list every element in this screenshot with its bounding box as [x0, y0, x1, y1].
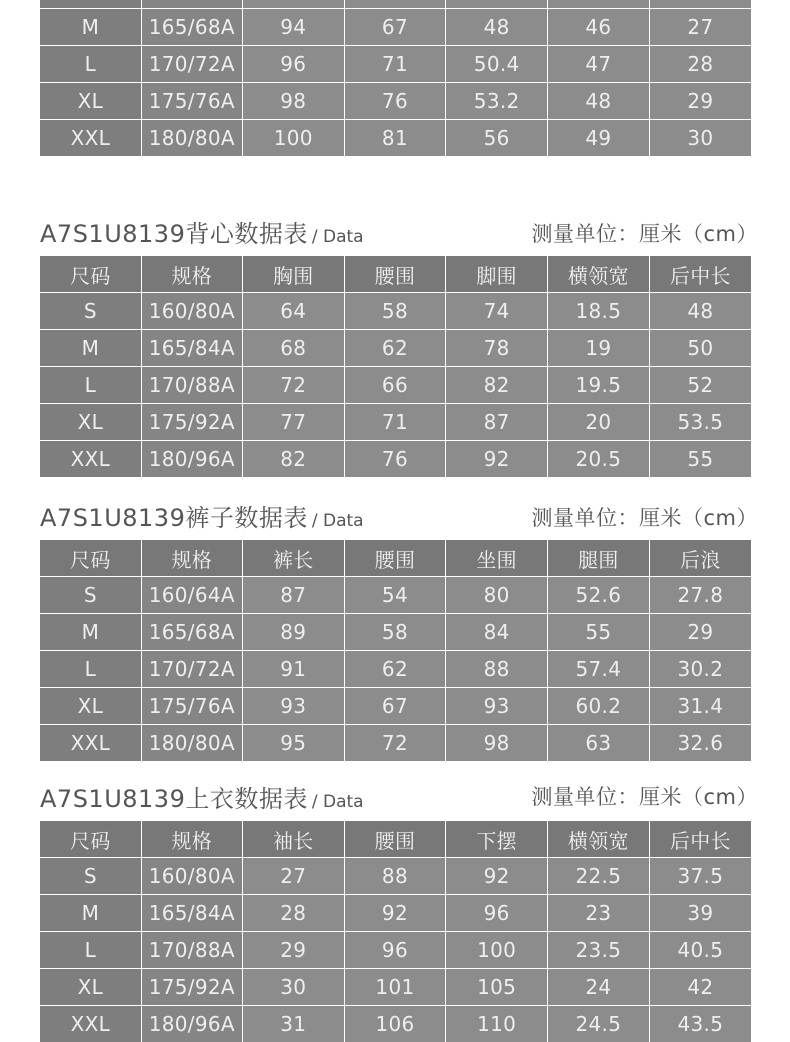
value-cell: 87	[242, 577, 344, 614]
column-header: 后中长	[649, 256, 751, 293]
value-cell: 80	[446, 577, 548, 614]
size-cell: XXL	[40, 725, 141, 762]
value-cell: 95	[242, 725, 344, 762]
table-row	[40, 725, 751, 762]
column-header: 规格	[141, 256, 242, 293]
value-cell: 100	[446, 932, 548, 969]
table-row	[40, 932, 751, 969]
spec-cell: 175/76A	[141, 688, 242, 725]
value-cell: 96	[446, 895, 548, 932]
table-row	[40, 441, 751, 478]
value-cell: 20.5	[548, 441, 650, 478]
value-cell: 20	[548, 404, 650, 441]
pants-title-text: A7S1U8139裤子数据表	[40, 504, 308, 532]
shirt-table-title	[40, 779, 364, 813]
size-cell: L	[40, 46, 141, 83]
spec-cell: 165/84A	[141, 895, 242, 932]
top-table-partial	[40, 0, 751, 156]
column-header: 横领宽	[548, 256, 650, 293]
spec-cell: 160/80A	[141, 858, 242, 895]
column-header: 脚围	[446, 256, 548, 293]
pants-subtitle: / Data	[312, 511, 364, 531]
value-cell: 77	[242, 404, 344, 441]
shirt-title-text: A7S1U8139上衣数据表	[40, 785, 308, 813]
column-header: 规格	[141, 540, 242, 577]
table-row	[40, 651, 751, 688]
column-header: 尺码	[40, 256, 141, 293]
spec-cell: 170/88A	[141, 367, 242, 404]
value-cell: 110	[446, 1006, 548, 1042]
value-cell: 66	[344, 367, 446, 404]
size-cell: XXL	[40, 1006, 141, 1042]
value-cell: 52	[649, 367, 751, 404]
size-cell: M	[40, 614, 141, 651]
size-cell: M	[40, 895, 141, 932]
value-cell: 50	[649, 330, 751, 367]
pants-unit-label: 测量单位：厘米（cm）	[531, 502, 758, 532]
column-header: 坐围	[446, 540, 548, 577]
size-cell: M	[40, 330, 141, 367]
value-cell: 31.4	[649, 688, 751, 725]
value-cell: 58	[344, 614, 446, 651]
shirt-unit-label: 测量单位：厘米（cm）	[531, 781, 758, 811]
column-header: 腿围	[548, 540, 650, 577]
spec-cell: 170/72A	[141, 46, 242, 83]
value-cell: 72	[344, 725, 446, 762]
value-cell: 98	[242, 83, 344, 120]
column-header: 袖长	[242, 821, 344, 858]
value-cell: 81	[344, 120, 446, 157]
table-row	[40, 83, 751, 120]
value-cell: 49	[548, 120, 650, 157]
column-header: 后浪	[649, 540, 751, 577]
spec-cell: 160/80A	[141, 293, 242, 330]
spec-cell: 165/68A	[141, 9, 242, 46]
value-cell: 82	[446, 367, 548, 404]
value-cell: 24.5	[548, 1006, 650, 1042]
value-cell: 68	[242, 330, 344, 367]
value-cell: 76	[344, 83, 446, 120]
value-cell: 28	[242, 895, 344, 932]
spec-cell: 160/64A	[141, 577, 242, 614]
size-cell: L	[40, 367, 141, 404]
size-cell: XXL	[40, 120, 141, 157]
value-cell: 31	[242, 1006, 344, 1042]
table-row	[40, 46, 751, 83]
table-row	[40, 577, 751, 614]
shirt-size-table	[40, 821, 751, 1042]
column-header: 下摆	[446, 821, 548, 858]
value-cell: 89	[242, 614, 344, 651]
pants-table-title	[40, 498, 364, 532]
spec-cell: 180/80A	[141, 120, 242, 157]
value-cell: 93	[242, 688, 344, 725]
value-cell: 22.5	[548, 858, 650, 895]
value-cell: 100	[242, 120, 344, 157]
table-row	[40, 688, 751, 725]
value-cell: 30.2	[649, 651, 751, 688]
value-cell: 53.5	[649, 404, 751, 441]
value-cell: 29	[649, 83, 751, 120]
value-cell: 92	[344, 895, 446, 932]
value-cell: 74	[446, 293, 548, 330]
value-cell: 96	[242, 46, 344, 83]
value-cell: 27	[242, 858, 344, 895]
value-cell: 18.5	[548, 293, 650, 330]
value-cell: 88	[344, 858, 446, 895]
value-cell: 40.5	[649, 932, 751, 969]
value-cell: 71	[344, 404, 446, 441]
size-cell: S	[40, 293, 141, 330]
vest-table-title	[40, 214, 364, 248]
pants-size-table	[40, 540, 751, 761]
value-cell: 60.2	[548, 688, 650, 725]
value-cell: 54	[344, 577, 446, 614]
spec-cell: 175/76A	[141, 83, 242, 120]
table-row	[40, 330, 751, 367]
value-cell: 19	[548, 330, 650, 367]
value-cell: 87	[446, 404, 548, 441]
value-cell: 23.5	[548, 932, 650, 969]
size-cell: S	[40, 858, 141, 895]
value-cell: 48	[649, 293, 751, 330]
column-header: 尺码	[40, 821, 141, 858]
value-cell: 98	[446, 725, 548, 762]
size-cell: XL	[40, 688, 141, 725]
header-row	[40, 256, 751, 293]
value-cell: 24	[548, 969, 650, 1006]
value-cell: 42	[649, 969, 751, 1006]
value-cell: 48	[548, 83, 650, 120]
value-cell: 92	[446, 858, 548, 895]
value-cell: 91	[242, 651, 344, 688]
value-cell: 96	[344, 932, 446, 969]
column-header: 胸围	[242, 256, 344, 293]
value-cell: 76	[344, 441, 446, 478]
column-header: 腰围	[344, 256, 446, 293]
table-row	[40, 614, 751, 651]
vest-unit-label: 测量单位：厘米（cm）	[531, 218, 758, 248]
table-row	[40, 120, 751, 157]
value-cell: 32.6	[649, 725, 751, 762]
value-cell: 43.5	[649, 1006, 751, 1042]
table-row	[40, 404, 751, 441]
value-cell: 57.4	[548, 651, 650, 688]
spec-cell: 180/96A	[141, 441, 242, 478]
column-header: 规格	[141, 821, 242, 858]
value-cell: 29	[649, 614, 751, 651]
value-cell: 106	[344, 1006, 446, 1042]
value-cell: 23	[548, 895, 650, 932]
spec-cell: 175/92A	[141, 969, 242, 1006]
size-cell: L	[40, 651, 141, 688]
value-cell: 47	[548, 46, 650, 83]
value-cell: 46	[548, 9, 650, 46]
spec-cell: 180/80A	[141, 725, 242, 762]
spec-cell: 165/84A	[141, 330, 242, 367]
column-header: 腰围	[344, 540, 446, 577]
value-cell: 67	[344, 688, 446, 725]
shirt-subtitle: / Data	[312, 792, 364, 812]
value-cell: 19.5	[548, 367, 650, 404]
value-cell: 53.2	[446, 83, 548, 120]
size-cell: XL	[40, 83, 141, 120]
table-row	[40, 895, 751, 932]
value-cell: 62	[344, 330, 446, 367]
value-cell: 78	[446, 330, 548, 367]
vest-title-text: A7S1U8139背心数据表	[40, 220, 308, 248]
value-cell: 27	[649, 9, 751, 46]
value-cell: 62	[344, 651, 446, 688]
value-cell: 28	[649, 46, 751, 83]
value-cell: 55	[649, 441, 751, 478]
value-cell: 27.8	[649, 577, 751, 614]
spec-cell: 170/72A	[141, 651, 242, 688]
value-cell: 92	[446, 441, 548, 478]
column-header: 尺码	[40, 540, 141, 577]
column-header: 后中长	[649, 821, 751, 858]
spec-cell: 180/96A	[141, 1006, 242, 1042]
table-row	[40, 969, 751, 1006]
value-cell: 88	[446, 651, 548, 688]
table-row	[40, 367, 751, 404]
value-cell: 30	[242, 969, 344, 1006]
vest-subtitle: / Data	[312, 227, 364, 247]
size-cell: M	[40, 9, 141, 46]
header-row	[40, 540, 751, 577]
spec-cell: 175/92A	[141, 404, 242, 441]
value-cell: 67	[344, 9, 446, 46]
spec-cell: 165/68A	[141, 614, 242, 651]
value-cell: 39	[649, 895, 751, 932]
size-cell: XL	[40, 404, 141, 441]
value-cell: 94	[242, 9, 344, 46]
size-cell: S	[40, 577, 141, 614]
value-cell: 105	[446, 969, 548, 1006]
value-cell: 29	[242, 932, 344, 969]
size-cell: L	[40, 932, 141, 969]
value-cell: 101	[344, 969, 446, 1006]
value-cell: 63	[548, 725, 650, 762]
table-row	[40, 1006, 751, 1042]
header-row	[40, 821, 751, 858]
size-cell: XXL	[40, 441, 141, 478]
column-header: 腰围	[344, 821, 446, 858]
value-cell: 55	[548, 614, 650, 651]
size-cell: XL	[40, 969, 141, 1006]
column-header: 横领宽	[548, 821, 650, 858]
value-cell: 58	[344, 293, 446, 330]
table-row	[40, 858, 751, 895]
value-cell: 52.6	[548, 577, 650, 614]
value-cell: 30	[649, 120, 751, 157]
table-row	[40, 0, 751, 9]
value-cell: 72	[242, 367, 344, 404]
value-cell: 84	[446, 614, 548, 651]
spec-cell: 170/88A	[141, 932, 242, 969]
value-cell: 71	[344, 46, 446, 83]
table-row	[40, 293, 751, 330]
value-cell: 56	[446, 120, 548, 157]
table-row	[40, 9, 751, 46]
value-cell: 37.5	[649, 858, 751, 895]
value-cell: 50.4	[446, 46, 548, 83]
vest-size-table	[40, 256, 751, 477]
value-cell: 93	[446, 688, 548, 725]
column-header: 裤长	[242, 540, 344, 577]
value-cell: 64	[242, 293, 344, 330]
value-cell: 48	[446, 9, 548, 46]
value-cell: 82	[242, 441, 344, 478]
